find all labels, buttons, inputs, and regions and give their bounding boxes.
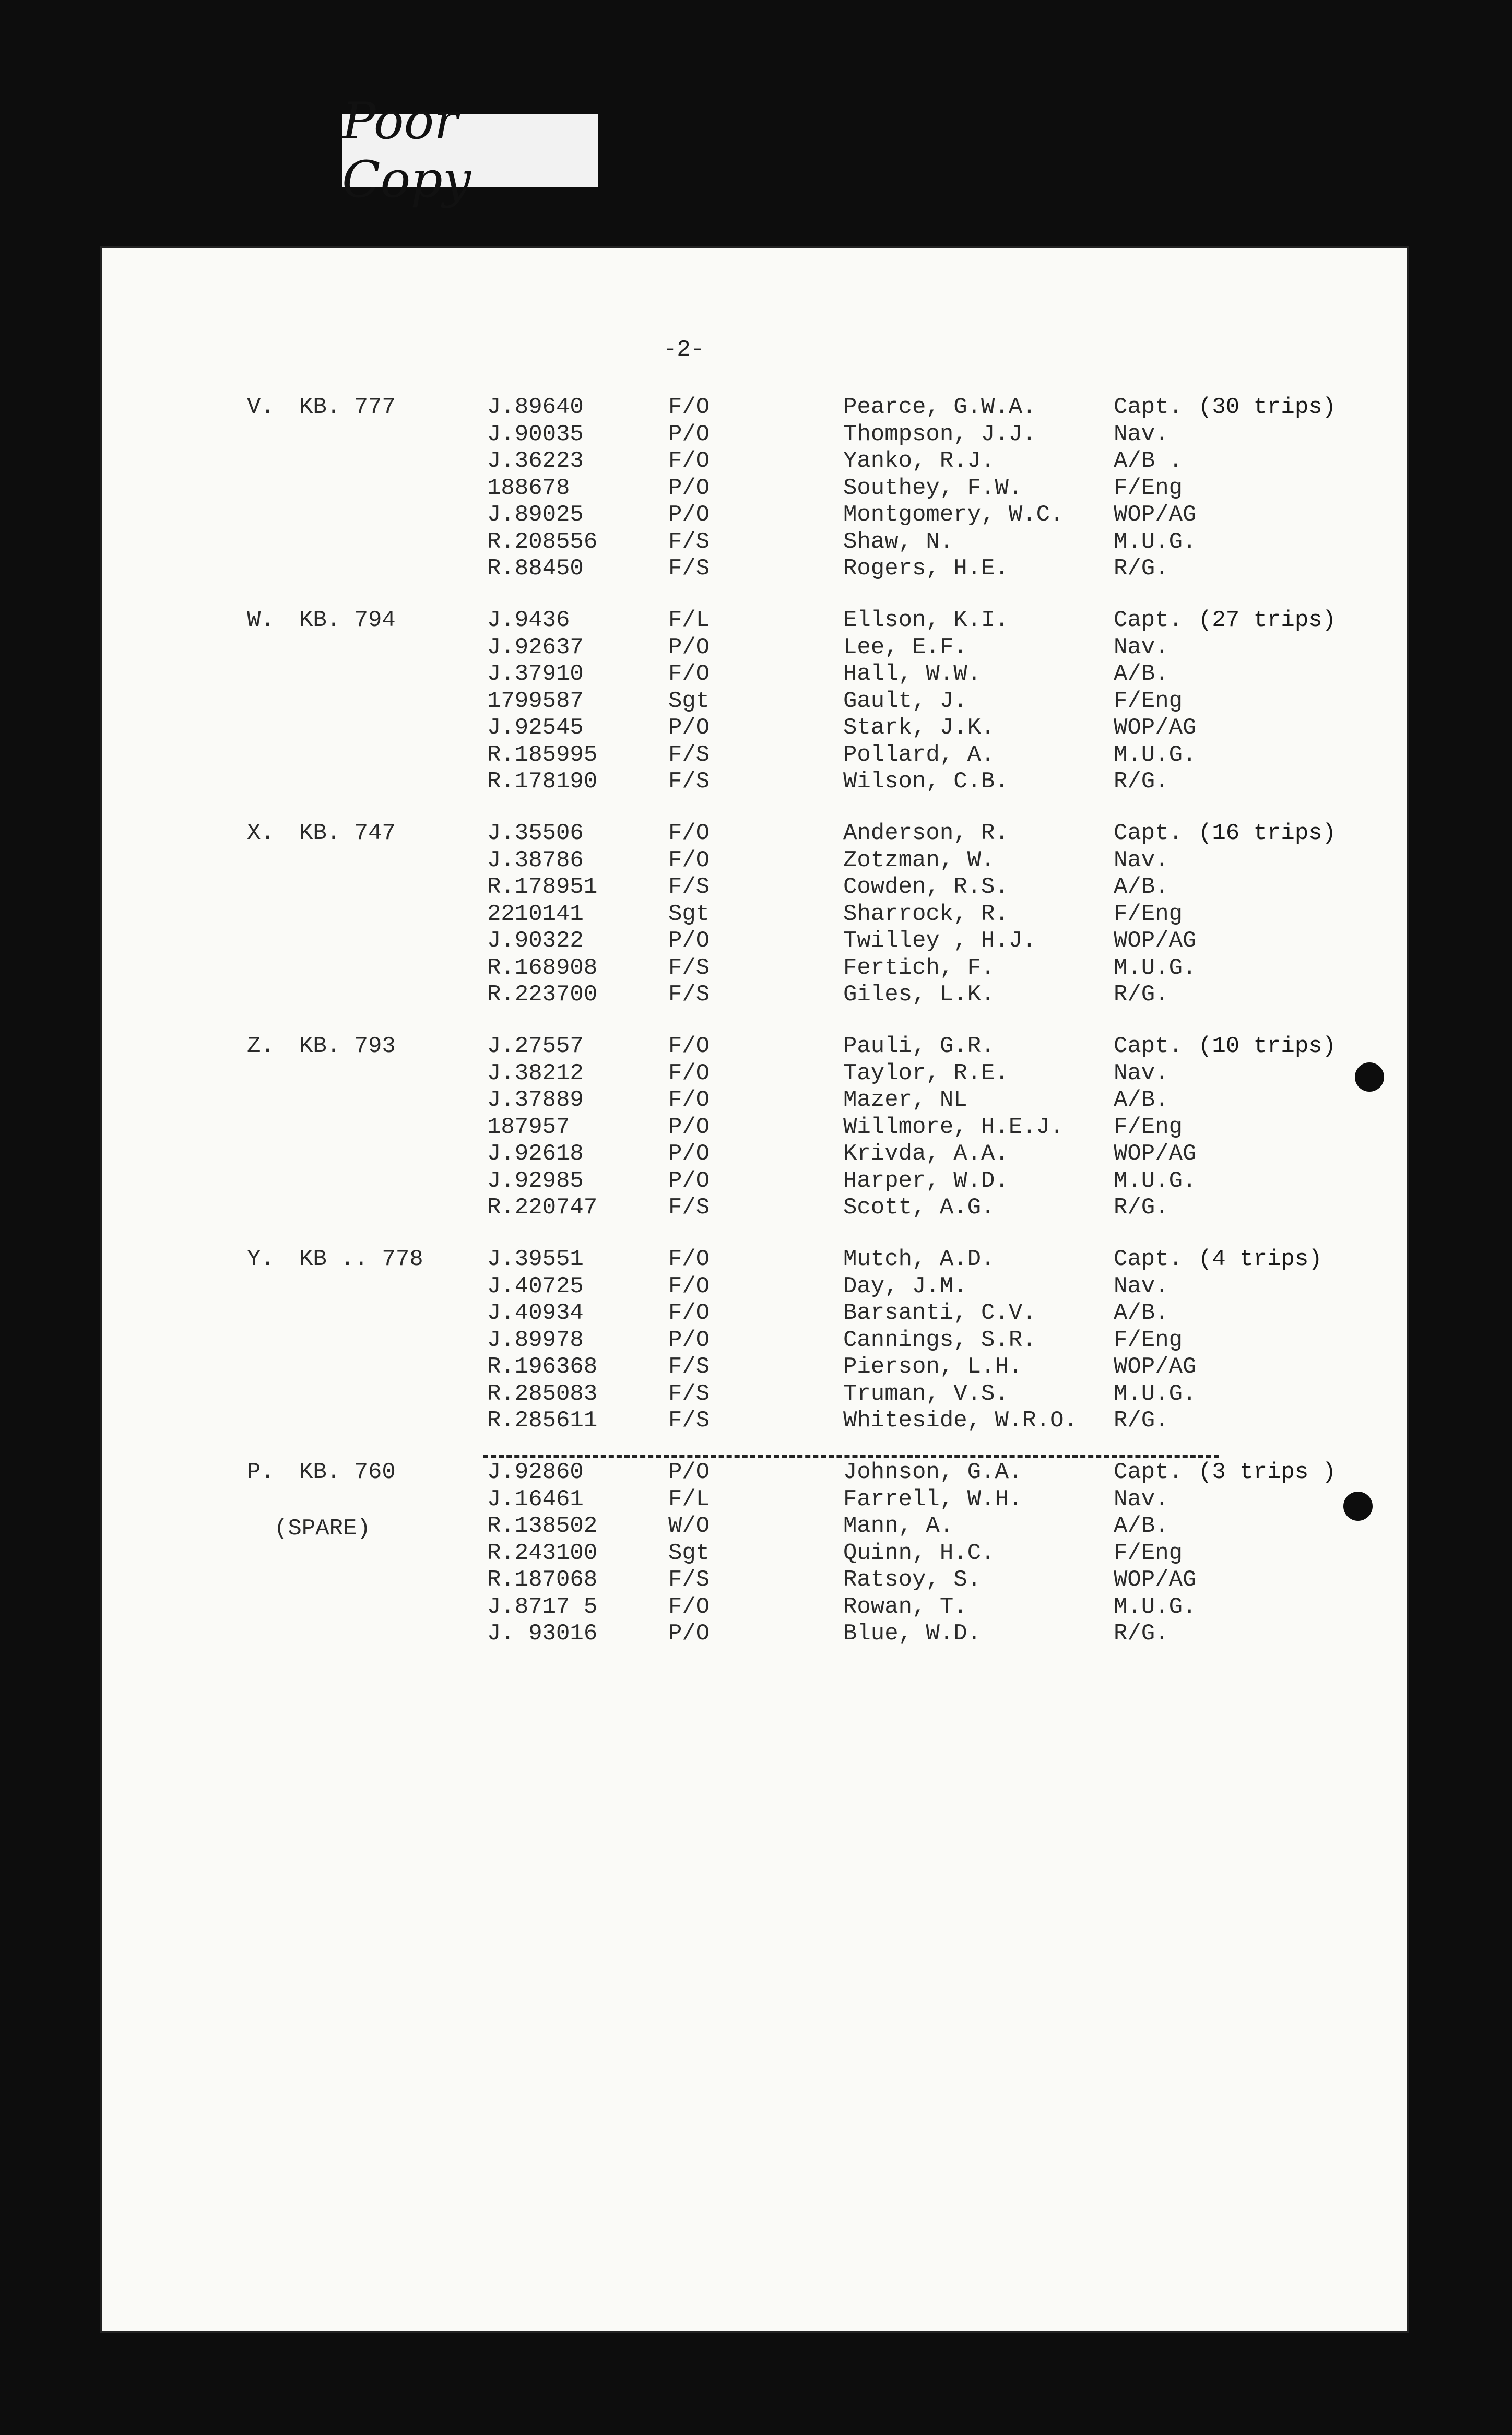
service-number: R.208556 [487,528,598,555]
crew-role: Nav. [1114,847,1169,873]
rank: Sgt [668,688,710,714]
service-number: J.9436 [487,607,570,633]
rank: F/O [668,661,710,687]
service-number: J.38212 [487,1060,584,1086]
member-name: Pauli, G.R. [843,1033,995,1059]
crew-role: F/Eng [1114,1540,1183,1566]
service-number: J.89978 [487,1327,584,1353]
member-name: Twilley , H.J. [843,928,1036,954]
rank: F/S [668,769,710,795]
trips-count: (30 trips) [1198,394,1337,420]
member-name: Sharrock, R. [843,901,1009,927]
crew-member-row [102,847,1407,874]
service-number: J.92637 [487,634,584,660]
crew-member-row [102,1273,1407,1301]
crew-role: WOP/AG [1114,715,1197,741]
crew-role: Nav. [1114,634,1169,660]
member-name: Willmore, H.E.J. [843,1114,1064,1140]
crew-role: Capt. [1114,820,1183,846]
aircraft-serial: KB. 794 [299,607,396,633]
rank: P/O [668,502,710,528]
service-number: 187957 [487,1114,570,1140]
rank: P/O [668,1621,710,1647]
crew-member-row [102,874,1407,901]
rank: F/O [668,820,710,846]
aircraft-serial: KB. 793 [299,1033,396,1059]
service-number: J.89640 [487,394,584,420]
crew-member-row [102,715,1407,742]
crew-member-row [102,1087,1407,1114]
crew-role: A/B. [1114,1300,1169,1326]
rank: F/S [668,1567,710,1593]
member-name: Quinn, H.C. [843,1540,995,1566]
crew-member-row [102,928,1407,955]
member-name: Stark, J.K. [843,715,995,741]
crew-member-row [102,1567,1407,1594]
member-name: Pollard, A. [843,741,995,768]
service-number: J.89025 [487,502,584,528]
crew-role: Nav. [1114,421,1169,447]
crew-role: R/G. [1114,982,1169,1008]
crew-letter: P. [247,1459,275,1485]
member-name: Mutch, A.D. [843,1246,995,1272]
crew-member-row [102,1381,1407,1408]
rank: F/S [668,555,710,582]
service-number: R.138502 [487,1513,598,1539]
member-name: Gault, J. [843,688,967,714]
member-name: Barsanti, C.V. [843,1300,1036,1326]
crew-role: A/B. [1114,1087,1169,1113]
service-number: R.285083 [487,1380,598,1407]
crew-member-row [102,688,1407,715]
member-name: Yanko, R.J. [843,448,995,474]
crew-member-row [102,1141,1407,1168]
crew-role: Capt. [1114,394,1183,420]
crew-role: A/B. [1114,661,1169,687]
crew-member-row [102,502,1407,529]
crew-role: WOP/AG [1114,928,1197,954]
crew-member-row [102,1033,1407,1060]
member-name: Thompson, J.J. [843,421,1036,447]
rank: F/O [668,1246,710,1272]
crew-role: R/G. [1114,1408,1169,1434]
rank: F/O [668,448,710,474]
crew-role: A/B. [1114,1513,1169,1539]
member-name: Zotzman, W. [843,847,995,873]
crew-member-row [102,1486,1407,1514]
spare-note: (SPARE) [274,1516,371,1542]
trips-count: (27 trips) [1198,607,1337,633]
service-number: J.16461 [487,1486,584,1512]
member-name: Rogers, H.E. [843,555,1009,582]
service-number: 1799587 [487,688,584,714]
member-name: Pierson, L.H. [843,1354,1023,1380]
member-name: Ellson, K.I. [843,607,1009,633]
member-name: Johnson, G.A. [843,1459,1023,1485]
service-number: J.92618 [487,1141,584,1167]
crew-member-row [102,421,1407,448]
crew-role: WOP/AG [1114,1567,1197,1593]
crew-role: Capt. [1114,1246,1183,1272]
crew-role: Capt. [1114,1033,1183,1059]
trips-count: (10 trips) [1198,1033,1337,1059]
service-number: J.37910 [487,661,584,687]
crew-member-row [102,1354,1407,1381]
member-name: Blue, W.D. [843,1621,982,1647]
crew-member-row [102,1195,1407,1222]
crew-member-row [102,769,1407,796]
crew-letter: X. [247,820,275,846]
crew-role: R/G. [1114,1621,1169,1647]
rank: F/O [668,394,710,420]
aircraft-serial: KB. 777 [299,394,396,420]
crew-member-row [102,661,1407,688]
service-number: R.285611 [487,1408,598,1434]
crew-member-row [102,1060,1407,1088]
rank: F/O [668,1593,710,1620]
service-number: J.90322 [487,928,584,954]
crew-member-row [102,607,1407,634]
service-number: J.37889 [487,1087,584,1113]
rank: P/O [668,421,710,447]
crew-role: M.U.G. [1114,954,1197,981]
member-name: Fertich, F. [843,954,995,981]
crew-member-row [102,820,1407,847]
service-number: J.36223 [487,448,584,474]
service-number: J.38786 [487,847,584,873]
crew-member-row [102,901,1407,928]
rank: W/O [668,1513,710,1539]
service-number: J.40934 [487,1300,584,1326]
member-name: Krivda, A.A. [843,1141,1009,1167]
crew-section [102,1033,1407,1232]
service-number: R.178190 [487,769,598,795]
service-number: J.92985 [487,1167,584,1194]
crew-member-row [102,1540,1407,1567]
rank: P/O [668,1167,710,1194]
rank: F/S [668,1408,710,1434]
crew-letter: Y. [247,1246,275,1272]
crew-role: M.U.G. [1114,1593,1197,1620]
crew-role: Nav. [1114,1273,1169,1299]
member-name: Shaw, N. [843,528,954,555]
crew-role: Nav. [1114,1060,1169,1086]
rank: F/O [668,1300,710,1326]
service-number: R.220747 [487,1195,598,1221]
crew-member-row [102,448,1407,475]
member-name: Scott, A.G. [843,1195,995,1221]
service-number: 2210141 [487,901,584,927]
crew-member-row [102,982,1407,1009]
rank: F/L [668,607,710,633]
rank: P/O [668,1141,710,1167]
service-number: J.8717 5 [487,1593,598,1620]
crew-member-row [102,555,1407,583]
service-number: R.243100 [487,1540,598,1566]
rank: F/S [668,1195,710,1221]
crew-section [102,607,1407,806]
crew-role: Capt. [1114,1459,1183,1485]
trips-count: (16 trips) [1198,820,1337,846]
rank: F/S [668,1380,710,1407]
service-number: R.88450 [487,555,584,582]
member-name: Wilson, C.B. [843,769,1009,795]
crew-role: A/B. [1114,874,1169,900]
member-name: Southey, F.W. [843,475,1023,501]
rank: P/O [668,1114,710,1140]
crew-section [102,820,1407,1019]
crew-member-row [102,1246,1407,1273]
rank: P/O [668,1459,710,1485]
service-number: R.187068 [487,1567,598,1593]
crew-role: M.U.G. [1114,1380,1197,1407]
service-number: J.39551 [487,1246,584,1272]
service-number: R.185995 [487,741,598,768]
crew-member-row [102,1621,1407,1648]
crew-member-row [102,529,1407,556]
rank: F/O [668,1033,710,1059]
member-name: Farrell, W.H. [843,1486,1023,1512]
rank: Sgt [668,1540,710,1566]
rank: F/S [668,954,710,981]
crew-role: F/Eng [1114,901,1183,927]
member-name: Harper, W.D. [843,1167,1009,1194]
aircraft-serial: KB. 747 [299,820,396,846]
crew-role: R/G. [1114,1195,1169,1221]
service-number: 188678 [487,475,570,501]
crew-member-row [102,634,1407,661]
crew-role: Capt. [1114,607,1183,633]
crew-member-row [102,394,1407,421]
rank: Sgt [668,901,710,927]
member-name: Ratsoy, S. [843,1567,982,1593]
rank: P/O [668,634,710,660]
rank: F/O [668,1087,710,1113]
crew-section [102,1246,1407,1445]
member-name: Day, J.M. [843,1273,967,1299]
member-name: Anderson, R. [843,820,1009,846]
crew-member-row [102,1114,1407,1141]
poor-copy-label: Poor Copy [342,114,598,187]
crew-role: WOP/AG [1114,502,1197,528]
member-name: Hall, W.W. [843,661,982,687]
member-name: Taylor, R.E. [843,1060,1009,1086]
aircraft-serial: KB .. 778 [299,1246,423,1272]
service-number: J.92860 [487,1459,584,1485]
crew-section [102,394,1407,593]
crew-role: F/Eng [1114,1114,1183,1140]
member-name: Lee, E.F. [843,634,967,660]
member-name: Whiteside, W.R.O. [843,1408,1078,1434]
crew-member-row [102,1327,1407,1354]
member-name: Truman, V.S. [843,1380,1009,1407]
crew-role: WOP/AG [1114,1141,1197,1167]
member-name: Montgomery, W.C. [843,502,1064,528]
crew-section [102,1459,1407,1658]
rank: F/O [668,1273,710,1299]
crew-role: R/G. [1114,769,1169,795]
service-number: J.35506 [487,820,584,846]
rank: P/O [668,1327,710,1353]
document-page [102,248,1407,2331]
rank: F/S [668,1354,710,1380]
crew-member-row [102,1300,1407,1327]
crew-member-row [102,1168,1407,1195]
rank: P/O [668,475,710,501]
rank: P/O [668,715,710,741]
crew-member-row [102,475,1407,502]
member-name: Mann, A. [843,1513,954,1539]
service-number: R.223700 [487,982,598,1008]
member-name: Mazer, NL [843,1087,967,1113]
crew-letter: W. [247,607,275,633]
crew-role: F/Eng [1114,475,1183,501]
crew-role: Nav. [1114,1486,1169,1512]
member-name: Rowan, T. [843,1593,967,1620]
service-number: J.92545 [487,715,584,741]
crew-letter: Z. [247,1033,275,1059]
member-name: Pearce, G.W.A. [843,394,1036,420]
service-number: J.40725 [487,1273,584,1299]
dashed-divider [483,1455,1219,1458]
crew-member-row [102,955,1407,982]
crew-role: A/B . [1114,448,1183,474]
member-name: Cannings, S.R. [843,1327,1036,1353]
service-number: J. 93016 [487,1621,598,1647]
rank: P/O [668,928,710,954]
trips-count: (3 trips ) [1198,1459,1337,1485]
crew-role: M.U.G. [1114,1167,1197,1194]
crew-role: WOP/AG [1114,1354,1197,1380]
crew-role: R/G. [1114,555,1169,582]
rank: F/S [668,874,710,900]
crew-member-row [102,742,1407,769]
page-number: -2- [663,337,705,363]
service-number: R.168908 [487,954,598,981]
rank: F/L [668,1486,710,1512]
crew-letter: V. [247,394,275,420]
rank: F/O [668,1060,710,1086]
crew-member-row [102,1459,1407,1486]
trips-count: (4 trips) [1198,1246,1322,1272]
crew-role: F/Eng [1114,1327,1183,1353]
rank: F/O [668,847,710,873]
aircraft-serial: KB. 760 [299,1459,396,1485]
crew-role: M.U.G. [1114,741,1197,768]
rank: F/S [668,528,710,555]
crew-role: M.U.G. [1114,528,1197,555]
crew-member-row [102,1594,1407,1621]
service-number: J.27557 [487,1033,584,1059]
rank: F/S [668,741,710,768]
service-number: R.196368 [487,1354,598,1380]
rank: F/S [668,982,710,1008]
crew-role: F/Eng [1114,688,1183,714]
member-name: Cowden, R.S. [843,874,1009,900]
service-number: J.90035 [487,421,584,447]
service-number: R.178951 [487,874,598,900]
member-name: Giles, L.K. [843,982,995,1008]
crew-member-row [102,1408,1407,1435]
